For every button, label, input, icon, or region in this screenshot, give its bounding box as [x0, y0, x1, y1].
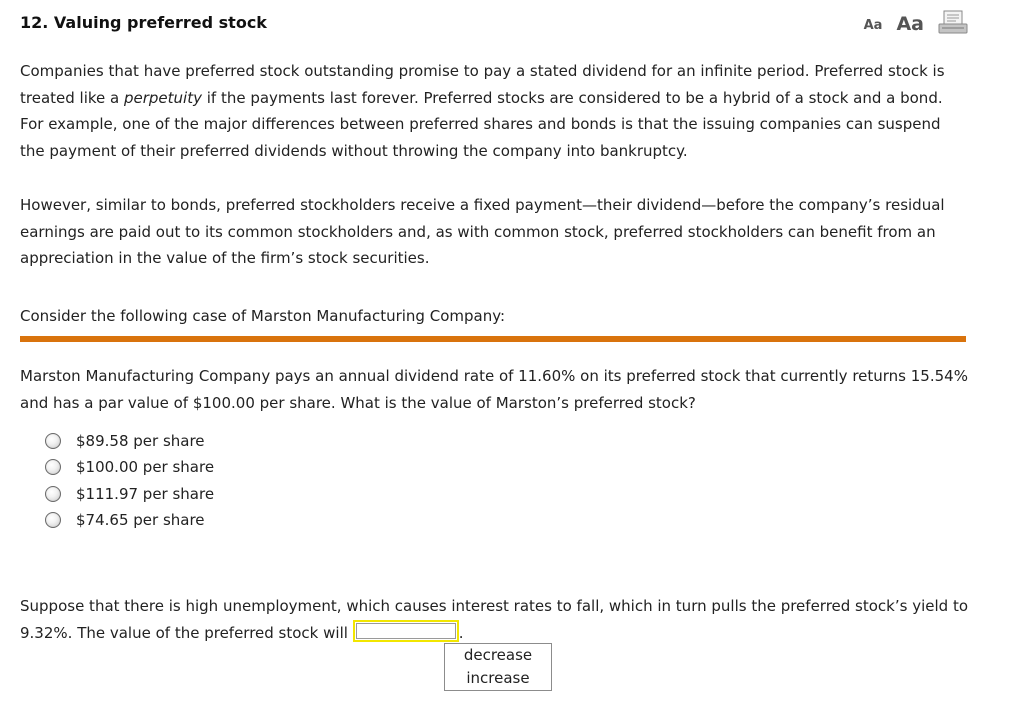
- perpetuity-term: perpetuity: [123, 88, 202, 107]
- toolbar: [864, 10, 968, 34]
- answer-option-2[interactable]: [45, 454, 214, 480]
- intro-paragraph: [20, 58, 968, 164]
- case-intro-paragraph: Consider the following case of Marston Manufacturing Company:: [20, 307, 506, 325]
- value-change-select[interactable]: [353, 620, 459, 642]
- question-header: [20, 0, 968, 44]
- decrease-text-size-button[interactable]: Aa: [863, 18, 883, 33]
- answer-options: [45, 428, 214, 533]
- value-change-dropdown: [444, 643, 552, 691]
- answer-option-4[interactable]: [45, 507, 214, 533]
- dropdown-option-decrease[interactable]: decrease: [463, 646, 533, 664]
- question-2-text-part-1: Suppose that there is high unemployment, which causes interest rates to fall, which in turn pulls the preferred stock’s yield to 9.32%. The value of the preferred stock will: [20, 597, 969, 642]
- answer-option-label: $89.58 per share: [76, 432, 205, 451]
- answer-option-label: $111.97 per share: [76, 484, 215, 503]
- answer-option-label: $100.00 per share: [76, 458, 215, 477]
- question-2-text-part-2: .: [458, 623, 464, 642]
- intro-text-part-2: if the payments last forever. Preferred stocks are considered to be a hybrid of a stock and a bond. For example, one of the major differences between preferred shares and bonds is that the issuing companies can suspend the payment of their preferred dividends without throwing the company into bankruptcy.: [20, 88, 943, 160]
- bonds-comparison-paragraph: However, similar to bonds, preferred stockholders receive a fixed payment—their dividend—before the company’s residual earnings are paid out to its common stockholders and, as with common stock, preferred stockholders can benefit from an appreciation in the value of the firm’s stock securities.: [20, 196, 945, 267]
- answer-option-3[interactable]: [45, 481, 214, 507]
- dropdown-option-increase[interactable]: increase: [466, 669, 530, 687]
- question-2-text: [20, 593, 968, 646]
- select-value: [356, 623, 456, 639]
- radio-button[interactable]: [45, 433, 61, 449]
- question-1-text: Marston Manufacturing Company pays an annual dividend rate of 11.60% on its preferred stock that currently returns 15.54% and has a par value of $100.00 per share. What is the value of Marston’s preferred stock?: [20, 367, 968, 412]
- intro-text-part-1: Companies that have preferred stock outstanding promise to pay a stated dividend for an infinite period. Preferred stock is treated like a: [20, 62, 945, 107]
- question-page: [20, 0, 969, 642]
- print-icon[interactable]: [938, 10, 968, 34]
- answer-option-label: $74.65 per share: [76, 511, 205, 530]
- radio-button[interactable]: [45, 512, 61, 528]
- section-divider: [20, 336, 966, 342]
- radio-button[interactable]: [45, 459, 61, 475]
- question-title: 12. Valuing preferred stock: [20, 13, 267, 32]
- radio-button[interactable]: [45, 486, 61, 502]
- answer-option-1[interactable]: [45, 428, 214, 454]
- increase-text-size-button[interactable]: Aa: [896, 13, 924, 35]
